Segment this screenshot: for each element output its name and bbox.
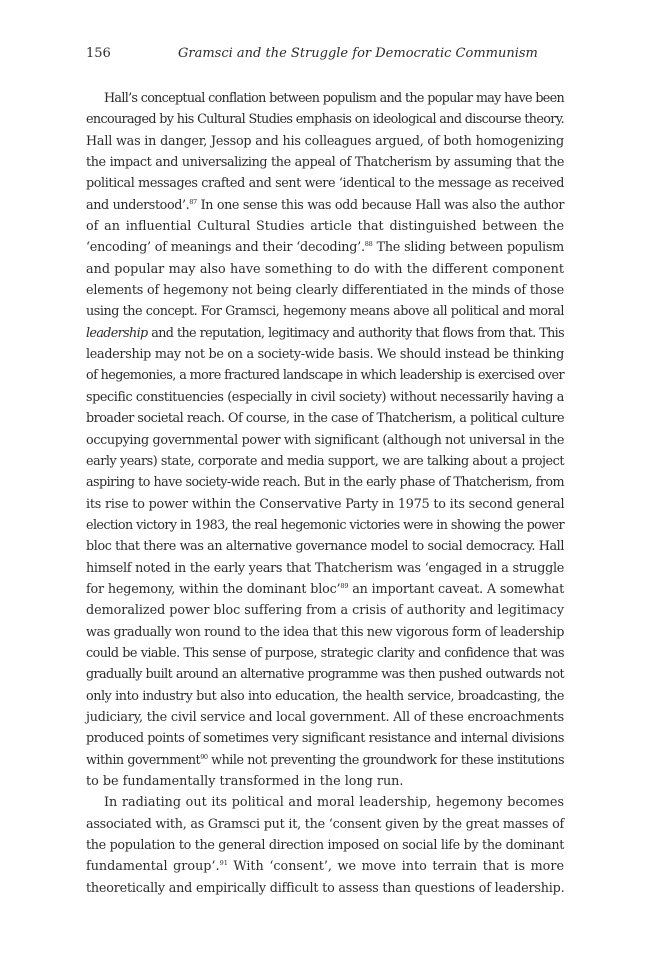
text-line: was gradually won round to the idea that this new vigorous form of leadership — [86, 624, 564, 640]
footnote-ref-89: 89 — [340, 581, 349, 590]
text-line: demoralized power bloc suffering from a crisis of authority and legitimacy — [86, 603, 564, 619]
text-line: election victory in 1983, the real hegemonic victories were in showing the power — [86, 517, 564, 533]
text-line: political messages crafted and sent were ‘identical to the message as received — [86, 176, 564, 192]
text-run: an important caveat. A somewhat — [348, 581, 564, 597]
text-line: and popular may also have something to do with the different component — [86, 261, 564, 277]
footnote-ref-87: 87 — [189, 197, 197, 206]
text-line: broader societal reach. Of course, in the case of Thatcherism, a political culture — [86, 411, 564, 427]
emphasis-leadership: leadership — [86, 325, 148, 341]
paragraph-2 — [86, 792, 564, 899]
text-line: produced points of sometimes very significant resistance and internal divisions — [86, 731, 564, 747]
text-line: its rise to power within the Conservative Party in 1975 to its second general — [86, 496, 565, 512]
text-line: of an influential Cultural Studies article that distinguished between the — [86, 219, 564, 235]
text-line: encouraged by his Cultural Studies emphasis on ideological and discourse theory. — [86, 112, 564, 128]
text-line — [86, 750, 564, 771]
text-line: leadership may not be on a society-wide basis. We should instead be thinking — [86, 347, 564, 363]
running-head — [86, 44, 564, 64]
text-line: judiciary, the civil service and local government. All of these encroachments — [86, 709, 564, 725]
text-line: aspiring to have society-wide reach. But in the early phase of Thatcherism, from — [86, 475, 564, 491]
text-line: theoretically and empirically difficult to assess than questions of leadership. — [86, 880, 565, 896]
text-line: specific constituencies (especially in civil society) without necessarily having a — [86, 389, 564, 405]
text-line: the impact and universalizing the appeal of Thatcherism by assuming that the — [86, 155, 564, 171]
text-run: ‘encoding’ of meanings and their ‘decoding’. — [86, 240, 365, 256]
text-line: bloc that there was an alternative governance model to social democracy. Hall — [86, 539, 564, 555]
body-text — [86, 88, 564, 899]
paragraph-1 — [86, 88, 564, 792]
text-run: fundamental group’. — [86, 859, 220, 875]
text-line: Hall was in danger, Jessop and his colleagues argued, of both homogenizing — [86, 133, 564, 149]
text-line: could be viable. This sense of purpose, strategic clarity and confidence that was — [86, 645, 564, 661]
text-line: only into industry but also into education, the health service, broadcasting, the — [86, 688, 564, 704]
text-run: The sliding between populism — [372, 240, 564, 256]
text-line: gradually built around an alternative programme was then pushed outwards not — [86, 667, 564, 683]
text-line — [86, 237, 564, 258]
text-line: Hall’s conceptual conflation between populism and the popular may have been — [104, 91, 564, 106]
text-line — [86, 579, 564, 600]
text-line: using the concept. For Gramsci, hegemony means above all political and moral — [86, 304, 564, 320]
text-line: to be fundamentally transformed in the long run. — [86, 774, 404, 789]
text-line — [86, 856, 564, 877]
footnote-ref-91: 91 — [219, 859, 228, 868]
page-number: 156 — [86, 46, 111, 61]
text-line: occupying governmental power with significant (although not universal in the — [86, 432, 565, 448]
text-run: and understood’. — [86, 197, 190, 213]
text-line: the population to the general direction imposed on social life by the dominant — [86, 838, 564, 854]
text-run: within government — [86, 752, 201, 768]
running-title: Gramsci and the Struggle for Democratic Communism — [178, 46, 538, 61]
text-run: and the reputation, legitimacy and authority that flows from that. This — [147, 325, 564, 341]
text-line: himself noted in the early years that Thatcherism was ‘engaged in a struggle — [86, 560, 564, 576]
footnote-ref-90: 90 — [200, 752, 208, 761]
text-line: associated with, as Gramsci put it, the ‘consent given by the great masses of — [86, 816, 564, 832]
text-line — [86, 323, 564, 344]
text-run: In one sense this was odd because Hall was also the author — [196, 197, 565, 213]
text-line: elements of hegemony not being clearly differentiated in the minds of those — [86, 283, 564, 299]
footnote-ref-88: 88 — [364, 240, 373, 249]
text-line — [86, 195, 564, 216]
text-run: With ‘consent’, we move into terrain that is more — [227, 859, 564, 875]
text-line: of hegemonies, a more fractured landscape in which leadership is exercised over — [86, 368, 564, 384]
text-line: In radiating out its political and moral leadership, hegemony becomes — [104, 795, 564, 811]
text-line: early years) state, corporate and media support, we are talking about a project — [86, 453, 564, 469]
text-run: while not preventing the groundwork for these institutions — [207, 752, 564, 768]
text-run: for hegemony, within the dominant bloc’ — [86, 581, 341, 597]
